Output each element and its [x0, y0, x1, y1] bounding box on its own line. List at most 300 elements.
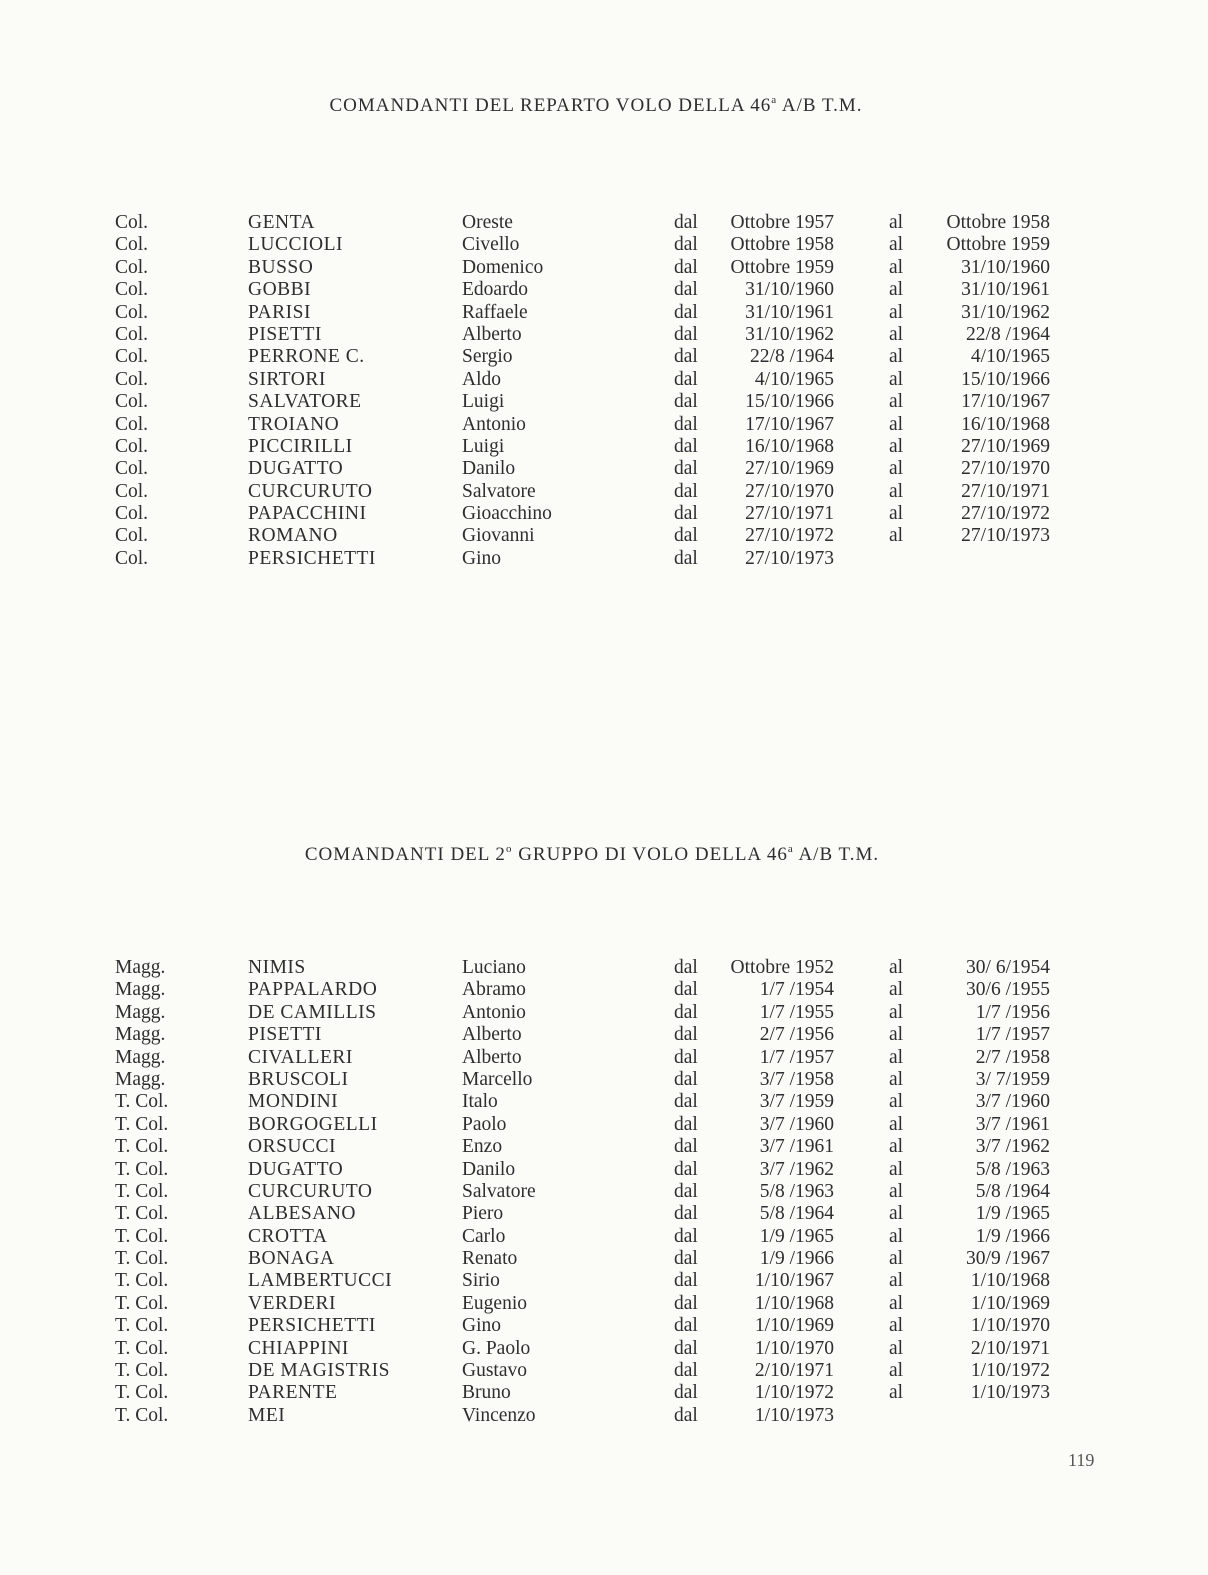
roster-dal-cell: dal — [674, 301, 698, 323]
roster-surname-cell: PAPACCHINI — [248, 503, 367, 525]
roster-surname-cell: GENTA — [248, 212, 316, 233]
roster-to-cell: 16/10/1968 — [961, 413, 1050, 435]
roster-surname-cell: BORGOGELLI — [248, 1113, 378, 1135]
roster-rank-cell: Magg. — [115, 1024, 166, 1046]
roster-to-cell: 27/10/1972 — [961, 503, 1050, 525]
roster-al-cell: al — [889, 1203, 904, 1225]
roster-name-cell: Marcello — [462, 1068, 533, 1090]
roster-dal-cell: dal — [674, 234, 698, 256]
roster-name-cell: Alberto — [462, 1024, 522, 1046]
roster-row — [0, 391, 1208, 413]
roster-name-cell: Danilo — [462, 1158, 516, 1180]
roster-al-cell: al — [889, 391, 904, 413]
roster-name-cell: Domenico — [462, 256, 544, 278]
roster-al-cell: al — [889, 1337, 904, 1359]
roster-to-cell: 27/10/1970 — [961, 458, 1050, 480]
roster-name-cell: Italo — [462, 1091, 498, 1113]
roster-name-cell: Edoardo — [462, 279, 529, 301]
roster-to-cell: 17/10/1967 — [961, 391, 1050, 413]
roster-rank-cell: T. Col. — [115, 1315, 169, 1337]
roster-from-cell: 1/10/1969 — [754, 1315, 834, 1337]
roster-to-cell: 3/7 /1960 — [975, 1091, 1050, 1113]
roster-surname-cell: MONDINI — [248, 1091, 339, 1113]
roster-dal-cell: dal — [674, 1248, 698, 1270]
roster-row — [0, 1002, 1208, 1024]
roster-row — [0, 414, 1208, 436]
roster-from-cell: 1/10/1973 — [754, 1404, 834, 1426]
roster-to-cell: 3/7 /1962 — [975, 1136, 1050, 1158]
roster-surname-cell: CURCURUTO — [248, 480, 373, 502]
roster-surname-cell: PARISI — [248, 301, 311, 323]
roster-to-cell: 1/9 /1965 — [975, 1203, 1050, 1225]
roster-row — [0, 1338, 1208, 1360]
roster-al-cell: al — [889, 1360, 904, 1382]
roster-surname-cell: PERRONE C. — [248, 346, 365, 368]
roster-rank-cell: Magg. — [115, 1068, 166, 1090]
roster-name-cell: Renato — [462, 1248, 518, 1270]
roster-to-cell: Ottobre 1958 — [946, 212, 1050, 233]
roster-row — [0, 302, 1208, 324]
roster-to-cell: 30/ 6/1954 — [966, 957, 1050, 978]
roster-dal-cell: dal — [674, 1024, 698, 1046]
roster-rank-cell: Col. — [115, 279, 149, 301]
roster-row — [0, 481, 1208, 503]
roster-dal-cell: dal — [674, 525, 698, 547]
roster-dal-cell: dal — [674, 957, 698, 978]
roster-from-cell: 3/7 /1962 — [759, 1158, 834, 1180]
roster-row — [0, 1114, 1208, 1136]
roster-name-cell: Abramo — [462, 979, 526, 1001]
roster-al-cell: al — [889, 368, 904, 390]
roster-dal-cell: dal — [674, 391, 698, 413]
roster-dal-cell: dal — [674, 413, 698, 435]
roster-name-cell: Luciano — [462, 957, 526, 978]
roster-surname-cell: PAPPALARDO — [248, 979, 378, 1001]
roster-name-cell: G. Paolo — [462, 1337, 531, 1359]
roster-name-cell: Gino — [462, 547, 501, 569]
roster-from-cell: 1/10/1967 — [754, 1270, 834, 1292]
roster-dal-cell: dal — [674, 1360, 698, 1382]
roster-surname-cell: CHIAPPINI — [248, 1337, 349, 1359]
roster-name-cell: Piero — [462, 1203, 504, 1225]
roster-row — [0, 1360, 1208, 1382]
roster-al-cell: al — [889, 301, 904, 323]
roster-rank-cell: Col. — [115, 301, 149, 323]
section-1-title-main: COMANDANTI DEL REPARTO VOLO DELLA 46 — [329, 95, 772, 116]
roster-al-cell: al — [889, 212, 904, 233]
roster-row — [0, 369, 1208, 391]
roster-al-cell: al — [889, 1068, 904, 1090]
roster-to-cell: 22/8 /1964 — [966, 323, 1050, 345]
roster-rank-cell: Col. — [115, 256, 149, 278]
roster-to-cell: 30/9 /1967 — [966, 1248, 1050, 1270]
roster-from-cell: 3/7 /1961 — [759, 1136, 834, 1158]
roster-from-cell: 1/7 /1957 — [759, 1046, 834, 1068]
roster-to-cell: 27/10/1973 — [961, 525, 1050, 547]
roster-to-cell: 2/7 /1958 — [975, 1046, 1050, 1068]
roster-surname-cell: NIMIS — [248, 957, 306, 978]
roster-dal-cell: dal — [674, 1046, 698, 1068]
roster-rank-cell: Magg. — [115, 1046, 166, 1068]
roster-surname-cell: VERDERI — [248, 1292, 336, 1314]
roster-al-cell: al — [889, 458, 904, 480]
roster-row — [0, 1405, 1208, 1427]
roster-al-cell: al — [889, 1158, 904, 1180]
roster-name-cell: Aldo — [462, 368, 501, 390]
roster-row — [0, 1315, 1208, 1337]
section-2-title-sup: o — [505, 843, 513, 855]
roster-to-cell: 31/10/1960 — [961, 256, 1050, 278]
roster-surname-cell: DUGATTO — [248, 1158, 344, 1180]
roster-dal-cell: dal — [674, 979, 698, 1001]
roster-rank-cell: Magg. — [115, 1001, 166, 1023]
roster-rank-cell: T. Col. — [115, 1203, 169, 1225]
roster-surname-cell: PISETTI — [248, 323, 322, 345]
roster-to-cell: 1/10/1968 — [970, 1270, 1050, 1292]
roster-to-cell: 27/10/1971 — [961, 480, 1050, 502]
section-1-title — [0, 94, 1200, 117]
roster-surname-cell: CROTTA — [248, 1225, 328, 1247]
roster-dal-cell: dal — [674, 1270, 698, 1292]
roster-name-cell: Alberto — [462, 323, 522, 345]
roster-dal-cell: dal — [674, 1113, 698, 1135]
roster-rank-cell: T. Col. — [115, 1136, 169, 1158]
roster-row — [0, 1293, 1208, 1315]
roster-name-cell: Giovanni — [462, 525, 535, 547]
roster-row — [0, 1159, 1208, 1181]
roster-dal-cell: dal — [674, 1180, 698, 1202]
roster-row — [0, 212, 1208, 234]
roster-rank-cell: Magg. — [115, 957, 166, 978]
roster-al-cell: al — [889, 503, 904, 525]
roster-dal-cell: dal — [674, 1068, 698, 1090]
roster-to-cell: 3/7 /1961 — [975, 1113, 1050, 1135]
roster-dal-cell: dal — [674, 1001, 698, 1023]
roster-from-cell: 27/10/1970 — [745, 480, 834, 502]
roster-row — [0, 503, 1208, 525]
section-1-roster — [0, 212, 1208, 570]
roster-rank-cell: T. Col. — [115, 1382, 169, 1404]
roster-name-cell: Gino — [462, 1315, 501, 1337]
roster-row — [0, 1091, 1208, 1113]
roster-surname-cell: BONAGA — [248, 1248, 335, 1270]
roster-rank-cell: Magg. — [115, 979, 166, 1001]
roster-name-cell: Gioacchino — [462, 503, 552, 525]
roster-surname-cell: SALVATORE — [248, 391, 362, 413]
roster-from-cell: 1/10/1972 — [754, 1382, 834, 1404]
roster-al-cell: al — [889, 1248, 904, 1270]
roster-name-cell: Raffaele — [462, 301, 528, 323]
roster-from-cell: 3/7 /1958 — [759, 1068, 834, 1090]
roster-al-cell: al — [889, 1382, 904, 1404]
roster-from-cell: 1/7 /1955 — [759, 1001, 834, 1023]
roster-from-cell: Ottobre 1952 — [730, 957, 834, 978]
roster-dal-cell: dal — [674, 480, 698, 502]
roster-to-cell: 1/10/1973 — [970, 1382, 1050, 1404]
roster-from-cell: 27/10/1972 — [745, 525, 834, 547]
roster-rank-cell: T. Col. — [115, 1225, 169, 1247]
roster-from-cell: 17/10/1967 — [745, 413, 834, 435]
roster-surname-cell: PISETTI — [248, 1024, 322, 1046]
roster-from-cell: 1/9 /1965 — [759, 1225, 834, 1247]
roster-from-cell: 5/8 /1963 — [759, 1180, 834, 1202]
roster-rank-cell: Col. — [115, 413, 149, 435]
roster-al-cell: al — [889, 346, 904, 368]
roster-rank-cell: T. Col. — [115, 1360, 169, 1382]
roster-row — [0, 1270, 1208, 1292]
roster-from-cell: 3/7 /1960 — [759, 1113, 834, 1135]
roster-row — [0, 1181, 1208, 1203]
roster-row — [0, 279, 1208, 301]
roster-surname-cell: DUGATTO — [248, 458, 344, 480]
roster-surname-cell: CIVALLERI — [248, 1046, 353, 1068]
roster-dal-cell: dal — [674, 458, 698, 480]
roster-from-cell: 5/8 /1964 — [759, 1203, 834, 1225]
roster-from-cell: 22/8 /1964 — [750, 346, 834, 368]
roster-to-cell: 1/7 /1956 — [975, 1001, 1050, 1023]
roster-rank-cell: Col. — [115, 458, 149, 480]
roster-name-cell: Eugenio — [462, 1292, 527, 1314]
section-2-title-sup2: a — [787, 843, 794, 855]
roster-al-cell: al — [889, 1225, 904, 1247]
section-1-title-tail: A/B T.M. — [777, 95, 863, 116]
roster-from-cell: 1/10/1968 — [754, 1292, 834, 1314]
roster-al-cell: al — [889, 480, 904, 502]
roster-row — [0, 1024, 1208, 1046]
roster-surname-cell: PERSICHETTI — [248, 1315, 376, 1337]
roster-name-cell: Gustavo — [462, 1360, 527, 1382]
roster-to-cell: 15/10/1966 — [961, 368, 1050, 390]
roster-from-cell: 2/10/1971 — [754, 1360, 834, 1382]
roster-name-cell: Luigi — [462, 435, 505, 457]
roster-to-cell: 31/10/1961 — [961, 279, 1050, 301]
roster-al-cell: al — [889, 1136, 904, 1158]
roster-row — [0, 234, 1208, 256]
roster-al-cell: al — [889, 1001, 904, 1023]
roster-al-cell: al — [889, 413, 904, 435]
roster-rank-cell: Col. — [115, 391, 149, 413]
roster-name-cell: Bruno — [462, 1382, 511, 1404]
roster-name-cell: Carlo — [462, 1225, 506, 1247]
roster-dal-cell: dal — [674, 435, 698, 457]
roster-dal-cell: dal — [674, 1382, 698, 1404]
roster-row — [0, 1226, 1208, 1248]
roster-from-cell: 1/10/1970 — [754, 1337, 834, 1359]
roster-al-cell: al — [889, 1046, 904, 1068]
roster-rank-cell: Col. — [115, 525, 149, 547]
roster-name-cell: Civello — [462, 234, 520, 256]
roster-surname-cell: DE CAMILLIS — [248, 1001, 377, 1023]
roster-to-cell: 30/6 /1955 — [966, 979, 1050, 1001]
roster-surname-cell: LAMBERTUCCI — [248, 1270, 393, 1292]
roster-surname-cell: PICCIRILLI — [248, 435, 353, 457]
roster-row — [0, 458, 1208, 480]
roster-dal-cell: dal — [674, 1225, 698, 1247]
roster-to-cell: Ottobre 1959 — [946, 234, 1050, 256]
roster-name-cell: Enzo — [462, 1136, 503, 1158]
roster-rank-cell: T. Col. — [115, 1270, 169, 1292]
roster-dal-cell: dal — [674, 503, 698, 525]
roster-name-cell: Sirio — [462, 1270, 500, 1292]
roster-row — [0, 1382, 1208, 1404]
roster-al-cell: al — [889, 1315, 904, 1337]
roster-rank-cell: Col. — [115, 480, 149, 502]
roster-surname-cell: GOBBI — [248, 279, 312, 301]
roster-al-cell: al — [889, 435, 904, 457]
roster-row — [0, 1136, 1208, 1158]
roster-al-cell: al — [889, 979, 904, 1001]
roster-name-cell: Vincenzo — [462, 1404, 536, 1426]
roster-from-cell: 3/7 /1959 — [759, 1091, 834, 1113]
roster-from-cell: 1/7 /1954 — [759, 979, 834, 1001]
roster-rank-cell: Col. — [115, 503, 149, 525]
roster-dal-cell: dal — [674, 1136, 698, 1158]
roster-row — [0, 346, 1208, 368]
roster-al-cell: al — [889, 1180, 904, 1202]
roster-from-cell: 1/9 /1966 — [759, 1248, 834, 1270]
roster-row — [0, 957, 1208, 979]
roster-name-cell: Alberto — [462, 1046, 522, 1068]
roster-surname-cell: LUCCIOLI — [248, 234, 343, 256]
roster-to-cell: 1/10/1972 — [970, 1360, 1050, 1382]
roster-rank-cell: T. Col. — [115, 1180, 169, 1202]
roster-row — [0, 1047, 1208, 1069]
roster-rank-cell: T. Col. — [115, 1091, 169, 1113]
roster-rank-cell: Col. — [115, 212, 149, 233]
roster-surname-cell: BRUSCOLI — [248, 1068, 349, 1090]
roster-surname-cell: TROIANO — [248, 413, 340, 435]
roster-dal-cell: dal — [674, 1315, 698, 1337]
roster-rank-cell: T. Col. — [115, 1292, 169, 1314]
roster-rank-cell: Col. — [115, 368, 149, 390]
roster-al-cell: al — [889, 1113, 904, 1135]
section-2-title-main: COMANDANTI DEL 2 — [304, 844, 506, 865]
roster-dal-cell: dal — [674, 212, 698, 233]
roster-to-cell: 31/10/1962 — [961, 301, 1050, 323]
roster-rank-cell: T. Col. — [115, 1113, 169, 1135]
roster-from-cell: Ottobre 1958 — [730, 234, 834, 256]
roster-dal-cell: dal — [674, 368, 698, 390]
roster-surname-cell: CURCURUTO — [248, 1180, 373, 1202]
roster-row — [0, 1069, 1208, 1091]
roster-dal-cell: dal — [674, 1203, 698, 1225]
roster-al-cell: al — [889, 256, 904, 278]
roster-rank-cell: T. Col. — [115, 1404, 169, 1426]
roster-name-cell: Antonio — [462, 1001, 526, 1023]
roster-al-cell: al — [889, 525, 904, 547]
roster-al-cell: al — [889, 957, 904, 978]
roster-to-cell: 1/10/1970 — [970, 1315, 1050, 1337]
roster-rank-cell: T. Col. — [115, 1248, 169, 1270]
roster-rank-cell: Col. — [115, 234, 149, 256]
section-2-roster — [0, 957, 1208, 1427]
roster-surname-cell: PARENTE — [248, 1382, 338, 1404]
roster-name-cell: Sergio — [462, 346, 513, 368]
roster-name-cell: Salvatore — [462, 480, 536, 502]
roster-to-cell: 3/ 7/1959 — [975, 1068, 1050, 1090]
roster-surname-cell: MEI — [248, 1404, 286, 1426]
roster-name-cell: Luigi — [462, 391, 505, 413]
page-number: 119 — [1068, 1450, 1095, 1470]
roster-to-cell: 1/10/1969 — [970, 1292, 1050, 1314]
roster-from-cell: 31/10/1960 — [745, 279, 834, 301]
roster-al-cell: al — [889, 1270, 904, 1292]
roster-surname-cell: BUSSO — [248, 256, 314, 278]
roster-dal-cell: dal — [674, 323, 698, 345]
roster-row — [0, 257, 1208, 279]
roster-rank-cell: Col. — [115, 435, 149, 457]
roster-rank-cell: Col. — [115, 323, 149, 345]
roster-to-cell: 4/10/1965 — [970, 346, 1050, 368]
roster-row — [0, 1203, 1208, 1225]
roster-row — [0, 979, 1208, 1001]
roster-al-cell: al — [889, 279, 904, 301]
roster-rank-cell: Col. — [115, 346, 149, 368]
roster-al-cell: al — [889, 1091, 904, 1113]
roster-al-cell: al — [889, 1292, 904, 1314]
roster-to-cell: 1/9 /1966 — [975, 1225, 1050, 1247]
roster-row — [0, 324, 1208, 346]
section-2-title-tail: A/B T.M. — [793, 844, 880, 865]
roster-dal-cell: dal — [674, 1337, 698, 1359]
roster-from-cell: 31/10/1961 — [745, 301, 834, 323]
roster-name-cell: Oreste — [462, 212, 513, 233]
roster-al-cell: al — [889, 234, 904, 256]
roster-surname-cell: ORSUCCI — [248, 1136, 337, 1158]
roster-rank-cell: T. Col. — [115, 1158, 169, 1180]
roster-from-cell: 15/10/1966 — [745, 391, 834, 413]
roster-rank-cell: T. Col. — [115, 1337, 169, 1359]
roster-surname-cell: ALBESANO — [248, 1203, 357, 1225]
roster-row — [0, 548, 1208, 570]
roster-from-cell: 31/10/1962 — [745, 323, 834, 345]
roster-rank-cell: Col. — [115, 547, 149, 569]
roster-to-cell: 5/8 /1963 — [975, 1158, 1050, 1180]
roster-from-cell: 27/10/1973 — [745, 547, 834, 569]
roster-from-cell: Ottobre 1959 — [730, 256, 834, 278]
roster-from-cell: 2/7 /1956 — [759, 1024, 834, 1046]
roster-to-cell: 5/8 /1964 — [975, 1180, 1050, 1202]
section-1-title-sup: a — [771, 94, 778, 106]
roster-dal-cell: dal — [674, 1158, 698, 1180]
roster-row — [0, 1248, 1208, 1270]
roster-surname-cell: SIRTORI — [248, 368, 326, 390]
roster-al-cell: al — [889, 1024, 904, 1046]
roster-dal-cell: dal — [674, 256, 698, 278]
roster-dal-cell: dal — [674, 547, 698, 569]
section-2-title-mid: GRUPPO DI VOLO DELLA 46 — [512, 844, 788, 865]
roster-surname-cell: DE MAGISTRIS — [248, 1360, 390, 1382]
roster-name-cell: Salvatore — [462, 1180, 536, 1202]
roster-dal-cell: dal — [674, 346, 698, 368]
roster-from-cell: 27/10/1971 — [745, 503, 834, 525]
roster-row — [0, 525, 1208, 547]
roster-surname-cell: PERSICHETTI — [248, 547, 376, 569]
roster-name-cell: Antonio — [462, 413, 526, 435]
roster-from-cell: Ottobre 1957 — [730, 212, 834, 233]
roster-surname-cell: ROMANO — [248, 525, 338, 547]
roster-dal-cell: dal — [674, 1404, 698, 1426]
roster-dal-cell: dal — [674, 1091, 698, 1113]
roster-name-cell: Danilo — [462, 458, 516, 480]
roster-to-cell: 1/7 /1957 — [975, 1024, 1050, 1046]
roster-name-cell: Paolo — [462, 1113, 507, 1135]
roster-from-cell: 4/10/1965 — [754, 368, 834, 390]
roster-dal-cell: dal — [674, 279, 698, 301]
roster-to-cell: 27/10/1969 — [961, 435, 1050, 457]
roster-al-cell: al — [889, 323, 904, 345]
section-2-title — [0, 843, 1196, 866]
